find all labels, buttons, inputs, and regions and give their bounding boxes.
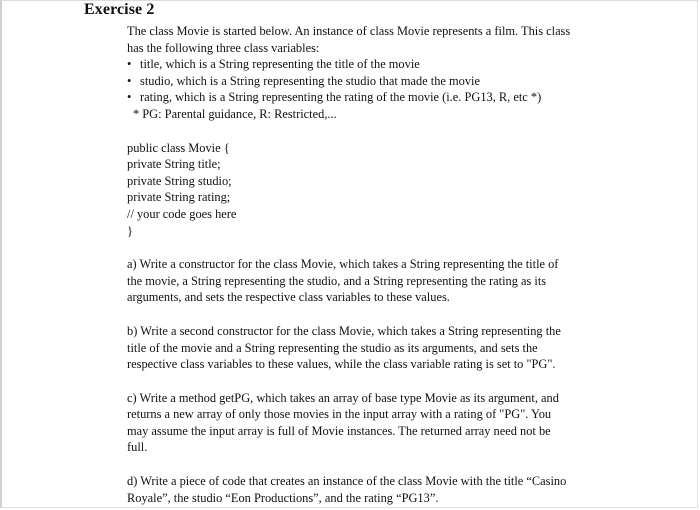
question-line: the movie, a String representing the studio, and a String representing the rating as its bbox=[127, 273, 547, 288]
code-line: private String title; bbox=[127, 157, 221, 172]
rating-footnote: * PG: Parental guidance, R: Restricted,... bbox=[133, 106, 337, 121]
bullet-icon: • bbox=[127, 73, 132, 88]
question-c bbox=[127, 390, 617, 456]
exercise-body bbox=[127, 23, 617, 506]
bullet-text: rating, which is a String representing the rating of the movie (i.e. PG13, R, etc *) bbox=[140, 90, 542, 105]
bullet-item bbox=[127, 89, 617, 106]
question-line: returns a new array of only those movies in the input array with a rating of "PG". You bbox=[127, 407, 552, 422]
bullet-icon: • bbox=[127, 90, 132, 105]
question-line: arguments, and sets the respective class variables to these values. bbox=[127, 290, 450, 305]
bullet-icon: • bbox=[127, 57, 132, 72]
intro-line: has the following three class variables: bbox=[127, 40, 320, 55]
question-line: title of the movie and a String representing the studio as its arguments, and sets the bbox=[127, 340, 538, 355]
question-line: Royale”, the studio “Eon Productions”, and the rating “PG13”. bbox=[127, 490, 439, 505]
code-line: private String rating; bbox=[127, 190, 231, 205]
question-line: a) Write a constructor for the class Movie, which takes a String representing the title of bbox=[127, 257, 559, 272]
question-line: full. bbox=[127, 440, 148, 455]
question-line: b) Write a second constructor for the class Movie, which takes a String representing the bbox=[127, 323, 561, 338]
intro-line: The class Movie is started below. An instance of class Movie represents a film. This class bbox=[127, 24, 571, 38]
code-line: } bbox=[127, 223, 133, 238]
exercise-heading: Exercise 2 bbox=[84, 1, 155, 18]
question-line: d) Write a piece of code that creates an instance of the class Movie with the title “Casino bbox=[127, 474, 567, 489]
code-block bbox=[127, 140, 617, 240]
question-line: c) Write a method getPG, which takes an array of base type Movie as its argument, and bbox=[127, 390, 559, 405]
bullet-text: title, which is a String representing the title of the movie bbox=[140, 57, 420, 72]
question-b bbox=[127, 323, 617, 373]
question-line: may assume the input array is full of Movie instances. The returned array need not be bbox=[127, 423, 551, 438]
question-line: respective class variables to these values, while the class variable rating is set to "PG". bbox=[127, 357, 556, 372]
code-line: private String studio; bbox=[127, 173, 232, 188]
bullet-item bbox=[127, 73, 617, 90]
bullet-text: studio, which is a String representing the studio that made the movie bbox=[140, 73, 480, 88]
code-line: public class Movie { bbox=[127, 140, 230, 155]
bullet-item bbox=[127, 56, 617, 73]
question-d bbox=[127, 473, 617, 506]
question-a bbox=[127, 256, 617, 306]
code-line: // your code goes here bbox=[127, 206, 237, 221]
